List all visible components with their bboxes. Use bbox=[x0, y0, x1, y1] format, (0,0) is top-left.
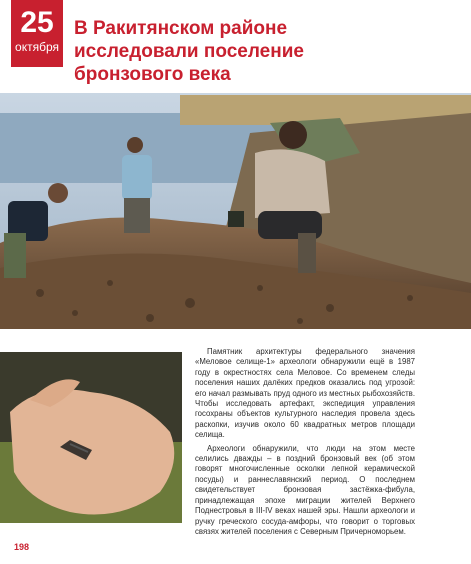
page-number: 198 bbox=[14, 542, 30, 552]
date-badge bbox=[11, 0, 63, 67]
article-headline: В Ракитянском районе исследовали поселение бронзового века bbox=[74, 18, 304, 85]
date-month: октября bbox=[15, 40, 59, 54]
article-paragraph: Памятник архитектуры федерального значения «Меловое селище-1» археологи обнаружили ещё в 1987 году в окрестностях села Меловое. Со временем следы поселения наших далёких предков оказались под угрозой: его начал размывать пруд одного из местных рыбохозяйств. Чтобы исследовать артефакт, экспедиция управления госохраны объектов культурного наследия провела здесь раскопки, изучив около 60 квадратных метров площади селища. bbox=[195, 347, 415, 440]
date-day: 25 bbox=[20, 6, 54, 39]
excavation-photo bbox=[0, 93, 471, 329]
article-paragraph: Археологи обнаружили, что люди на этом месте селились дважды – в поздний бронзовый век (об этом говорят многочисленные осколки лепной керамической посуды) и раннеславянский период. О последнем свидетельствует бронзовая застёжка-фибула, принадлежащая эпохе миграции жителей Верхнего Поднестровья в III-IV веках нашей эры. Нашли археологи и ручку греческого сосуда-амфоры, что говорит о торговых связях жителей поселения с Северным Причерноморьем. bbox=[195, 443, 415, 536]
hand-artifact-photo bbox=[0, 352, 182, 523]
article-body bbox=[195, 347, 415, 540]
